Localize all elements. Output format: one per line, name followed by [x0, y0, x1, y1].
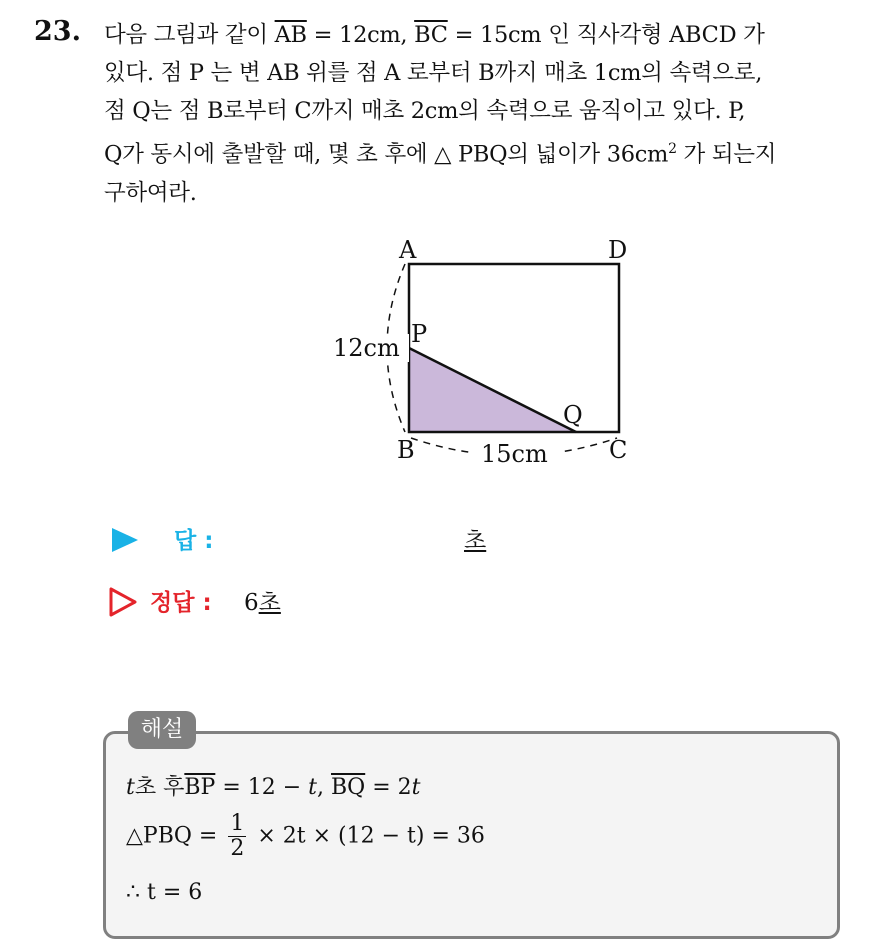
segment-bc: $\overline{BC}$ — [414, 22, 448, 48]
label-length-ab: 12cm — [333, 334, 400, 362]
question-line-2: 있다. 점 P 는 변 AB 위를 점 A 로부터 B까지 매초 1cm의 속력으로, — [104, 60, 763, 86]
question-line-1: 다음 그림과 같이 $\overline{AB} = 12cm$, $\overline{BC} = 15cm$ 인 직사각형 ABCD 가 — [104, 22, 765, 48]
solution-line-3: ∴ t = 6 — [126, 880, 203, 905]
fraction-one-half: $\frac{1}{2}$ — [230, 811, 245, 861]
label-length-bc: 15cm — [481, 440, 548, 468]
correct-value: 6초 — [244, 590, 281, 616]
segment-ab: $\overline{AB}$ — [274, 22, 307, 48]
solution-line-1: t초 후$\overline{BP} = 12 - t$, $\overline{BQ} = 2t$ — [126, 775, 421, 800]
label-d: D — [608, 236, 628, 264]
question-line-4: Q가 동시에 출발할 때, 몇 초 후에 △ PBQ의 넓이가 $36cm^2$ 가 되는지 — [104, 141, 777, 168]
label-p: P — [411, 320, 428, 348]
label-c: C — [609, 436, 628, 464]
question-line-5: 구하여라. — [104, 179, 197, 206]
label-q: Q — [563, 401, 583, 429]
solution-tab: 해설 — [128, 711, 196, 749]
play-icon — [112, 528, 138, 552]
rectangle-figure — [325, 228, 645, 478]
question-number: 23. — [34, 16, 81, 47]
answer-label: 답 : — [174, 528, 214, 554]
question-text — [104, 16, 864, 212]
solution-line-2: △PBQ = $\frac{1}{2}$ × 2t × (12 − t) = 36 — [126, 811, 485, 861]
answer-unit: 초 — [464, 528, 487, 554]
label-a: A — [399, 236, 417, 264]
answer-row — [108, 518, 608, 558]
correct-label: 정답 : — [150, 590, 212, 616]
correct-answer-row — [108, 582, 608, 622]
label-b: B — [397, 436, 415, 464]
outline-triangle-icon — [108, 586, 138, 618]
question-line-3: 점 Q는 점 B로부터 C까지 매초 2cm의 속력으로 움직이고 있다. P, — [104, 98, 746, 124]
